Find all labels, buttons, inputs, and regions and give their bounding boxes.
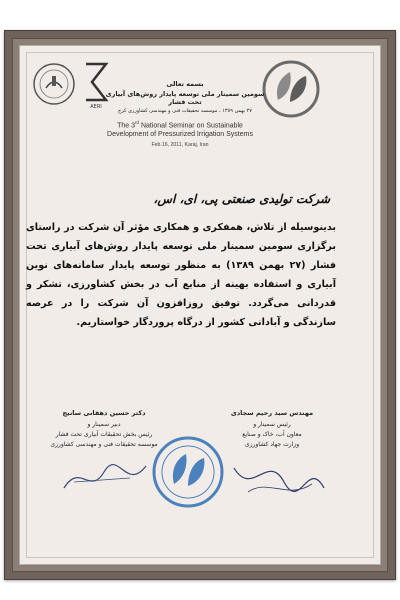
signer-right-name: مهندس سید رحیم سجادی bbox=[230, 409, 314, 417]
seminar-date-en: Feb.16, 2011, Karaj, Iran bbox=[151, 142, 209, 149]
signature-block-right bbox=[212, 408, 332, 450]
signature-right-scribble-icon bbox=[228, 448, 328, 504]
jihad-keshavarzi-logo-icon bbox=[32, 62, 76, 106]
official-stamp-icon bbox=[148, 432, 228, 512]
persian-header bbox=[100, 80, 270, 114]
aeri-label: AERI bbox=[90, 104, 102, 110]
signer-right-title3: وزارت جهاد کشاورزی bbox=[244, 441, 300, 448]
signer-left-title3: موسسه تحقیقات فنی و مهندسی کشاورزی bbox=[50, 441, 158, 448]
certificate-body: بدینوسیله از تلاش، همفکری و همکاری مؤثر آن شرکت در راستای برگزاری سومین سمینار ملی توسعه پایدار روش‌های آبیاری تحت فشار (۲۷ بهمن ۱۳۸۹) به منظور توسعه پایدار سامانه‌های نوین آبیاری و استفاده بهینه از منابع آب در بخش کشاورزی، تشکر و قدردانی می‌گردد. توفیق روزافزون آن شرکت را در عرصه سازندگی و آبادانی کشور از درگاه پروردگار خواستاریم. bbox=[26, 222, 336, 328]
signer-left-title1: دبیر سمینار و bbox=[87, 421, 121, 428]
signer-left-title2: رئیس بخش تحقیقات آبیاری تحت فشار bbox=[55, 431, 153, 438]
signature-block-left bbox=[44, 408, 164, 450]
seminar-title-en-line2: Development of Pressurized Irrigation Systems bbox=[107, 131, 253, 139]
bismillah: بسمه تعالی bbox=[166, 80, 204, 88]
signer-right-title2: معاون آب، خاک و صنایع bbox=[242, 431, 302, 438]
signer-left-name: دکتر حسین دهقانی سانیج bbox=[62, 409, 146, 417]
signature-left-scribble-icon bbox=[60, 452, 150, 502]
signer-right-title1: رئیس سمینار و bbox=[253, 421, 291, 428]
english-header bbox=[80, 118, 280, 148]
seminar-date-fa: ۲۷ بهمن ۱۳۸۹ ، موسسه تحقیقات فنی و مهندسی کشاورزی کرج bbox=[118, 108, 252, 114]
recipient-company: شرکت تولیدی صنعتی پی، ای، اس، bbox=[153, 192, 330, 206]
seminar-title-en-line1: The 3rd National Seminar on Sustainable bbox=[117, 120, 243, 130]
seminar-title-fa: سومین سمینار ملی توسعه پایدار روش‌های آبیاری تحت فشار bbox=[105, 90, 265, 106]
